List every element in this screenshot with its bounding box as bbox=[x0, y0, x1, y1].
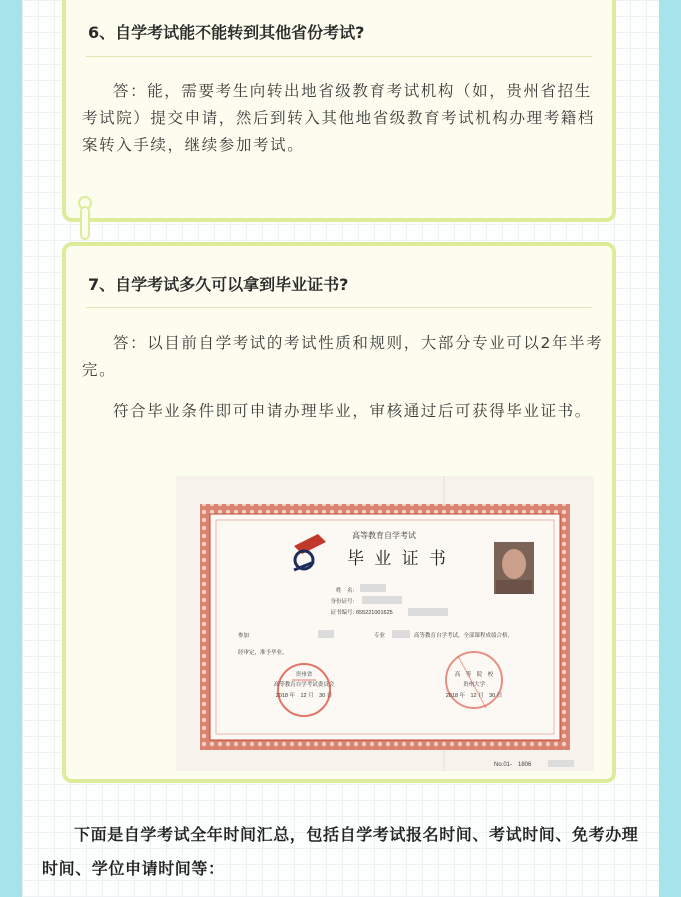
cert-serial-number: No.01- 1806 bbox=[494, 762, 532, 768]
cert-major-label: 专业 bbox=[374, 633, 386, 639]
cert-right-org-name: 贵州大学 bbox=[462, 682, 486, 688]
cert-exam-text: 高等教育自学考试，全部课程成绩合格, bbox=[414, 633, 510, 639]
cert-left-org: 贵州省 bbox=[295, 672, 313, 678]
cert-verify-text: 经审定，准予毕业。 bbox=[238, 650, 288, 656]
question-title: 7、自学考试多久可以拿到毕业证书? bbox=[88, 275, 349, 294]
cert-id-label: 身份证号: bbox=[330, 599, 354, 605]
summary-paragraph: 下面是自学考试全年时间汇总，包括自学考试报名时间、考试时间、免考办理时间、学位申请时间等： bbox=[42, 825, 639, 878]
faq-card-q6 bbox=[62, 0, 616, 222]
cert-right-org: 高 等 院 校 bbox=[454, 672, 494, 678]
cert-left-org-name: 高等教育自学考试委员会 bbox=[273, 682, 335, 688]
faq-card-q7 bbox=[62, 242, 616, 783]
cert-number-label: 证书编号: bbox=[330, 610, 354, 616]
title-divider bbox=[86, 307, 592, 308]
answer-paragraph: 符合毕业条件即可申请办理毕业，审核通过后可获得毕业证书。 bbox=[113, 402, 592, 420]
answer-paragraph: 答：以目前自学考试的考试性质和规则，大部分专业可以2年半考完。 bbox=[82, 334, 604, 379]
question-title: 6、自学考试能不能转到其他省份考试? bbox=[88, 23, 365, 42]
cert-name-label: 姓 名: bbox=[335, 588, 354, 594]
cert-title: 毕 业 证 书 bbox=[347, 549, 449, 568]
connector-clip bbox=[80, 206, 90, 240]
certificate-graphic bbox=[176, 476, 594, 771]
cert-right-date: 2018 年 12 月 30 日 bbox=[445, 693, 503, 699]
graduation-certificate-image bbox=[176, 476, 594, 771]
title-divider bbox=[86, 56, 592, 57]
article-page bbox=[22, 0, 659, 897]
cert-join-label: 参加 bbox=[238, 633, 250, 639]
cert-left-date: 2018 年 12 月 30 日 bbox=[275, 693, 333, 699]
cert-header: 高等教育自学考试 bbox=[352, 531, 416, 540]
answer-paragraph: 答：能，需要考生向转出地省级教育考试机构（如，贵州省招生考试院）提交申请，然后到转入其他地省级教育考试机构办理考籍档案转入手续，继续参加考试。 bbox=[82, 82, 596, 154]
cert-number-value: 655221001625 bbox=[356, 610, 393, 616]
